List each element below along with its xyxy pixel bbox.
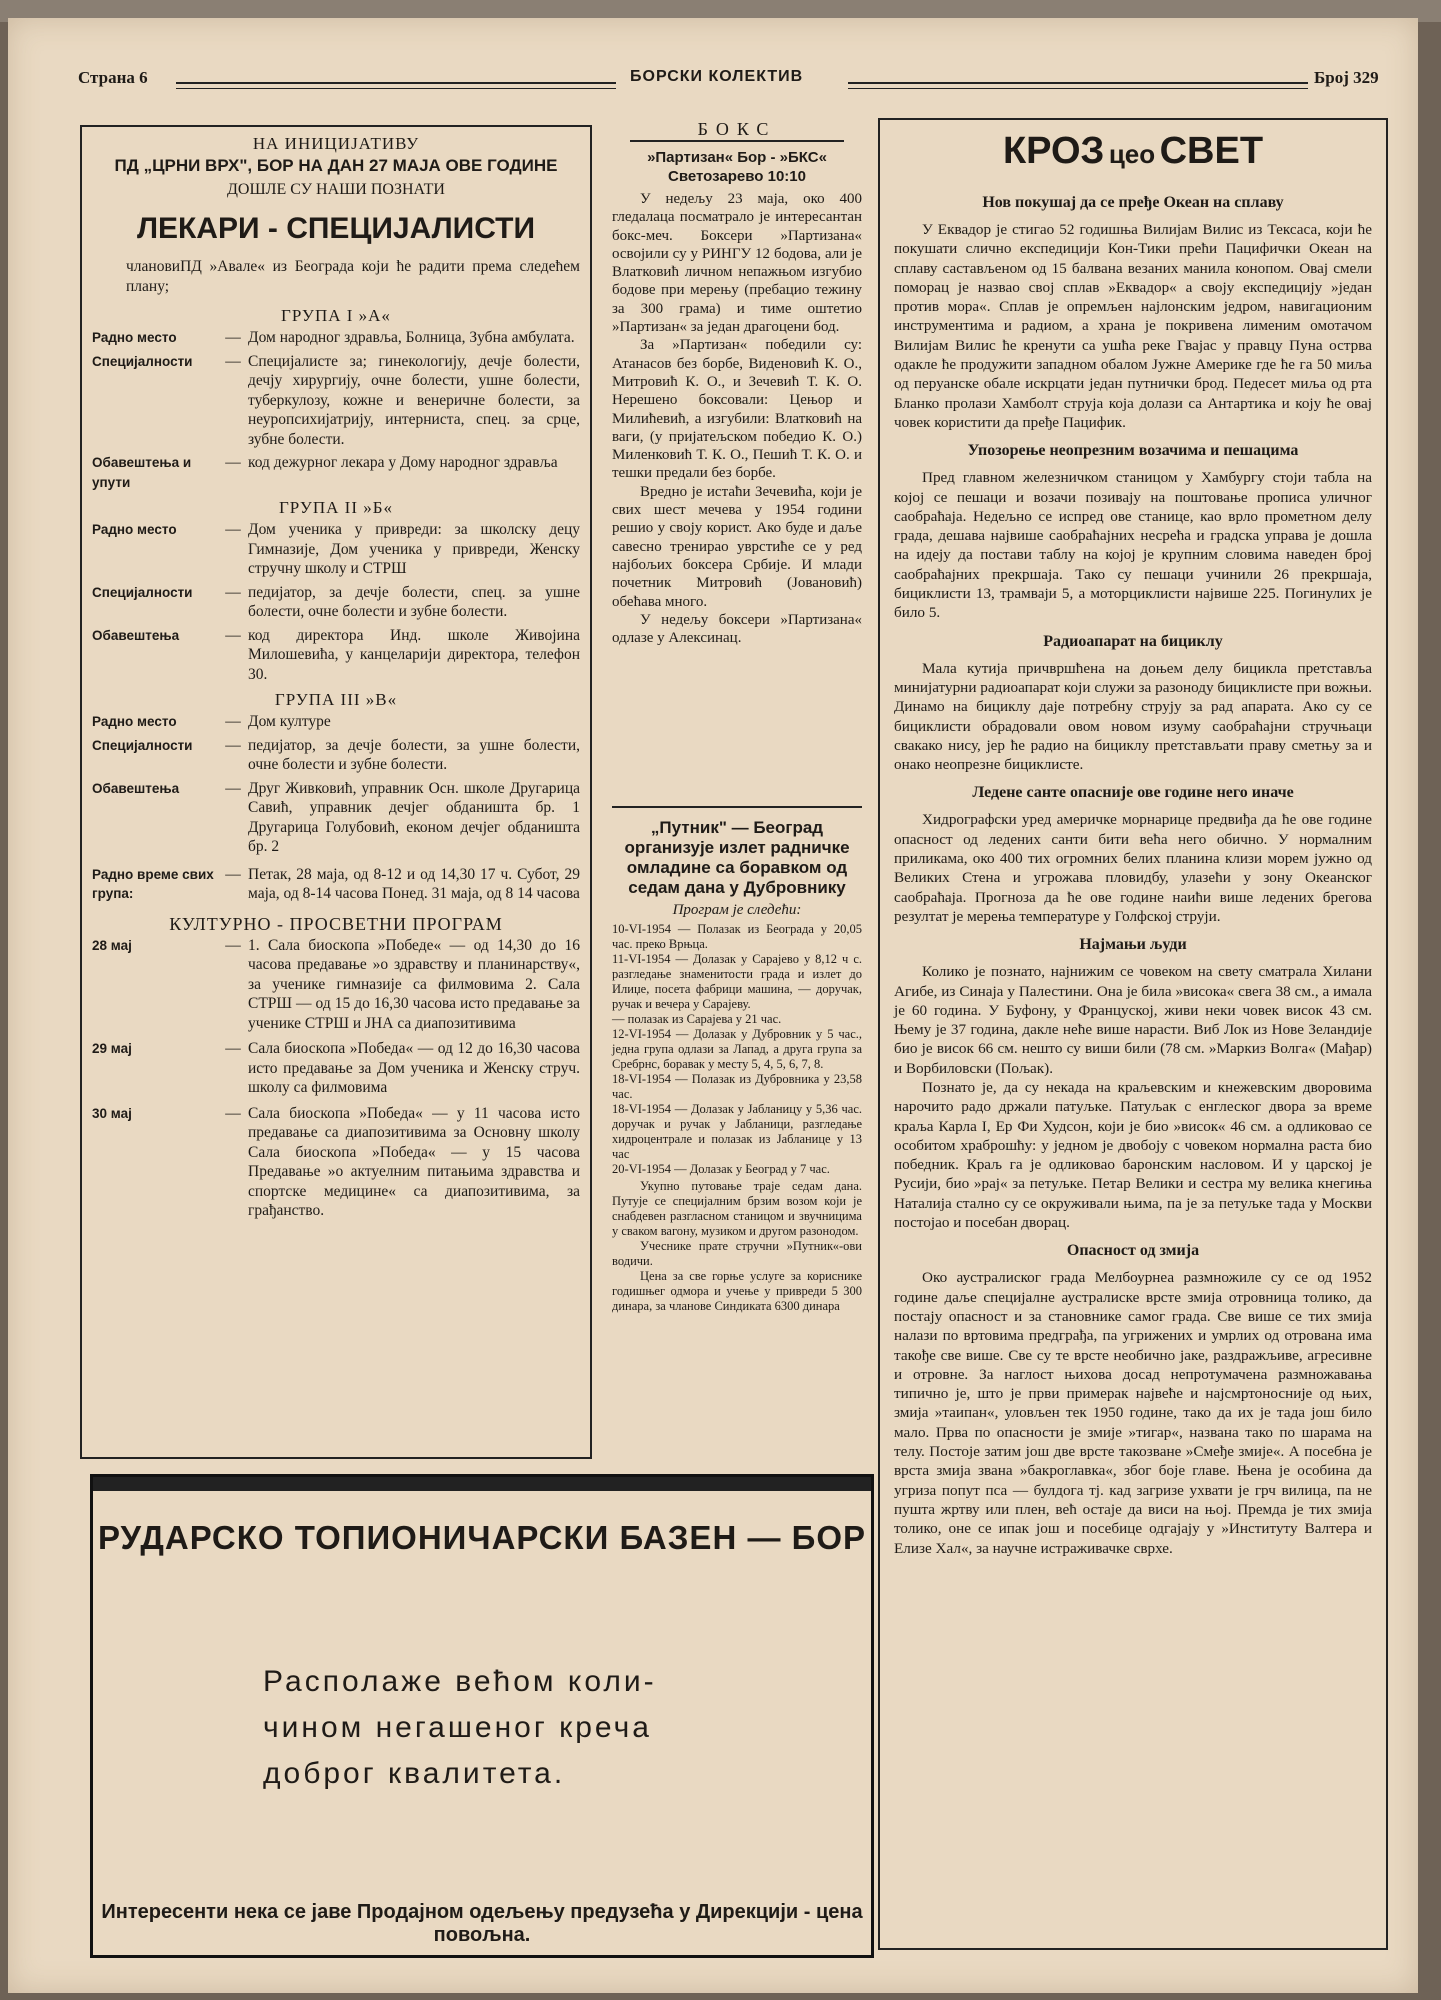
ad-line-1: Располаже већом коли- bbox=[263, 1665, 657, 1698]
boxing-divider bbox=[612, 806, 862, 808]
header-rule-right bbox=[848, 82, 1308, 89]
group-c-row-3: Обавештења — Друг Живковић, управник Осн. школе Другарица Савић, управник дечјег обданишта бр. 1 Другарица Голубовић, економ дечјег обданишта бр. 2 bbox=[92, 779, 580, 855]
notice-intro: члановиПД »Авале« из Београда који ће радити према следећем плану; bbox=[126, 258, 580, 295]
doctors-notice bbox=[80, 125, 592, 1459]
article-heading: Упозорење неопрезним возачима и пешацима bbox=[967, 442, 1299, 460]
group-b-title: ГРУПА II »Б« bbox=[278, 498, 394, 517]
article-body: Мала кутија причвршћена на доњем делу бицикла претставља минијатурни радиоапарат који служи за разоноду бициклисте при вожњи. Динамо на бициклу даје потребну струју за рад апарата. Ако су се бициклисти обрадовали овом новом изуму саобраћајни стручњаци свакако нису, јер ће радио на бициклу претстављати праву сметњу за и онако неопрезне бициклисте. bbox=[894, 659, 1372, 774]
group-a-row-3: Обавештења и упути — код дежурног лекара у Дому народног здравља bbox=[92, 454, 558, 490]
boxing-p4: У недељу боксери »Партизана« одлазе у Алексинац. bbox=[612, 611, 862, 647]
article-heading: Најмањи људи bbox=[1079, 936, 1187, 954]
group-a-row-2: Специјалности — Специјалисте за; гинекологију, дечје болести, дечју хирургију, очне болести, ушне болести, туберкулозу, кожне и венеричне болести, за неуропсихијатрију, интерниста, спец. за срце, зубне болести. bbox=[92, 352, 580, 448]
program-row-28: 28 мај — 1. Сала биоскопа »Победе« — од 14,30 до 16 часова предавање »о здравству и планинарству«, за ученике гимназије са филмовима 2. Сала СТРШ — од 15 до 16,30 часова исто предавање за ученике СТРШ и ЈНА са диапозитивима bbox=[92, 936, 580, 1032]
boxing-p3: Вредно је истаћи Зечевића, који је свих шест мечева у 1954 години решио у своју корист. Ако буде и даље савесно тренирао уврстиће се у ред најбољих боксера Србије. И млади почетник Митровић (Јовановић) обећава много. bbox=[612, 483, 862, 610]
world-column bbox=[878, 118, 1388, 1950]
article-heading: Ледене санте опасније ове године него иначе bbox=[972, 784, 1294, 802]
boxing-kicker: БОКС bbox=[630, 118, 844, 142]
putnik-item: 18-VI-1954 — Полазак из Дубровника у 23,58 час. bbox=[612, 1072, 862, 1101]
ad-message bbox=[263, 1659, 783, 1797]
putnik-item: 18-VI-1954 — Долазак у Јабланицу у 5,36 час. доручак и ручак у Јабланици, разгледање хидроцентрале и полазак из Јабланице у 13 час bbox=[612, 1102, 862, 1161]
group-b-row-2: Специјалности — педијатор, за дечје болести, спец. за ушне болести, очне болести и зубне болести. bbox=[92, 583, 580, 620]
putnik-item: 20-VI-1954 — Долазак у Београд у 7 час. bbox=[612, 1162, 830, 1176]
ad-company: РУДАРСКО ТОПИОНИЧАРСКИ БАЗЕН — БОР bbox=[97, 1519, 867, 1556]
newspaper-name: БОРСКИ КОЛЕКТИВ bbox=[630, 68, 804, 85]
program-row-29: 29 мај — Сала биоскопа »Победа« — од 12 до 16,30 часова исто предавање за Дом ученика и Женску струч. школу са филмовима bbox=[92, 1040, 580, 1096]
putnik-item: 10-VI-1954 — Полазак из Београда у 20,05 час. преко Врњца. bbox=[612, 922, 862, 951]
group-c-row-2: Специјалности — педијатор, за дечје болести, за ушне болести, очне болести и зубне болести. bbox=[92, 736, 580, 773]
ad-line-2: чином негашеног креча bbox=[263, 1711, 652, 1744]
article-body: Пред главном железничком станицом у Хамбургу стоји табла на којој се пешаци и возачи позивају на поштовање прописа уличног саобраћаја. Недељно се испред ове станице, као врло прометном делу града, дешава највише саобраћајних несрећа и градска управа је дошла на идеју да постави таблу на којој је крупним словима наведен број саобраћајних прекршаја. Тако су пешаци учинили 26 прекршаја, бициклисти 13, трамваји 5, а моторциклисти највише 225. Погинулих је било 5. bbox=[894, 469, 1372, 622]
boxing-headline: »Партизан« Бор - »БКС« Светозарево 10:10 bbox=[647, 149, 827, 185]
putnik-headline: „Путник" — Београд организује излет радничке омладине са боравком од седам дана у Дубровнику bbox=[624, 818, 850, 897]
boxing-p1: У недељу 23 маја, око 400 гледалаца посматрало је интересантан бокс-меч. Боксери »Партизана« освојили су у РИНГУ 12 бодова, али је Влатковић личном непажњом изгубио бодове при мерењу (пребацио тежину за 300 грама) и тиме оштетио »Партизан« за један драгоцени бод. bbox=[612, 191, 862, 336]
article-body: Хидрографски уред америчке морнарице предвиђа да ће ове године опасност од ледених санти бити већа него обично. У нормалним приликама, око 400 тих огромних белих планина клизи морем јужно од Великих Стена и угрожава пловидбу, улазећи у зону Океанског саобраћаја. Прогноза да ће ове године наићи више ледених брегова резултат је мерења температуре у Голфској струји. bbox=[894, 811, 1372, 925]
article-body: У Еквадор је стигао 52 годишња Вилијам Вилис из Тексаса, који ће покушати слично експедицији Кон-Тики прећи Пацифички Океан на сплаву састављеном од 15 балвана везаних манила конопом. Овај смели поморац је назвао свој сплав »Еквадор« а своју експедицију »један против мора«. Сплав је опремљен најлонским једром, навигационим инструментима и радиом, а храна је покривена лименим омотачом Вилијам Вилис ће кренути са ушћа реке Гвајас у правцу Пуна острва одакле ће продужити западном обалом Јужне Америке где ће га 50 миља од перуанске обале искрцати један путнички брод. Педесет миља од рта Бланко пролази Хамболт струја која долази са Антартика и коју ће овај човек користити да пређе Пацифик. bbox=[894, 221, 1372, 431]
putnik-p1: Укупно путовање траје седам дана. Путује се специјалним брзим возом који је снабдевен разгласном станицом и звучницима у сваком вагону, музиком и другом разонодом. bbox=[612, 1179, 862, 1238]
ad-footer: Интересенти нека се јаве Продајном одељењу предузећа у Дирекцији - цена повољна. bbox=[101, 1901, 863, 1946]
page-number: Страна 6 bbox=[78, 68, 148, 87]
boxing-article bbox=[612, 118, 862, 647]
article-heading: Нов покушај да се пређе Океан на сплаву bbox=[982, 194, 1284, 211]
group-c-title: ГРУПА III »В« bbox=[274, 690, 398, 709]
ad-line-3: доброг квалитета. bbox=[263, 1757, 566, 1790]
putnik-p2: Учеснике прате стручни »Путник«-ови водичи. bbox=[612, 1239, 862, 1268]
putnik-article bbox=[612, 818, 862, 1314]
group-a-title: ГРУПА I »А« bbox=[281, 306, 391, 325]
article-paragraph: Колико је познато, најнижим се човеком на свету сматрала Хилани Агибе, из Синаја у Палестини. Она је била »висока« свега 38 см., а имала је 60 година. У Буфону, у Француској, живи неки човек висок 43 см. Њему је 37 година, дакле неће више нарасти. Виб Лок из Нове Зеландије био је висок 66 см. нешто су виши били (78 см. »Маркиз Волга« (Мађар) и Ворбиловски (Пољак). bbox=[894, 963, 1372, 1077]
worktime-row: Радно време свих група: — Петак, 28 маја, од 8-12 и од 14,30 17 ч. Субот, 29 маја, од 8-14 часова Понед. 31 маја, од 8 14 часова bbox=[92, 865, 580, 902]
article-heading: Опасност од змија bbox=[1066, 1242, 1200, 1260]
article-heading: Радиоапарат на бициклу bbox=[1043, 632, 1223, 650]
ad-top-bar bbox=[93, 1477, 871, 1491]
header-rule-left bbox=[176, 82, 616, 89]
group-b-row-1: Радно место — Дом ученика у привреди: за школску децу Гимназије, Дом ученика у привреди, Женску стручну школу и СТРШ bbox=[92, 521, 580, 577]
putnik-subhead: Програм је следећи: bbox=[672, 902, 802, 918]
world-title: КРОЗ цео СВЕТ bbox=[1002, 130, 1264, 172]
notice-line-1: НА ИНИЦИЈАТИВУ bbox=[252, 134, 420, 153]
notice-line-3: ДОШЛЕ СУ НАШИ ПОЗНАТИ bbox=[227, 181, 445, 198]
group-c-row-1: Радно место — Дом културе bbox=[92, 713, 331, 730]
group-a-row-1: Радно место — Дом народног здравља, Болница, Зубна амбулата. bbox=[92, 329, 575, 346]
program-row-30: 30 мај — Сала биоскопа »Победа« — у 11 часова исто предавање са диапозитивима за Основну школу Сала биоскопа »Победа« — у 15 часова Предавање »о актуелним питањима здравства и спортске медицине« са диапозитивима, за грађанство. bbox=[92, 1104, 580, 1219]
article-body bbox=[894, 962, 1372, 1232]
putnik-p3: Цена за све горње услуге за кориснике годишњег одмора и учење у привреди 5 300 динара, за чланове Синдиката 6300 динара bbox=[612, 1269, 862, 1313]
notice-line-2: ПД „ЦРНИ ВРХ", БОР НА ДАН 27 МАЈА ОВЕ ГОДИНЕ bbox=[114, 156, 558, 175]
advertisement bbox=[90, 1474, 874, 1958]
program-title: КУЛТУРНО - ПРОСВЕТНИ ПРОГРАМ bbox=[169, 913, 503, 934]
putnik-item: 12-VI-1954 — Долазак у Дубровник у 5 час., једна група одлази за Лапад, а друга група за Сребрнс, боравак у месту 5, 4, 5, 6, 7, 8. bbox=[612, 1027, 862, 1071]
putnik-item: — полазак из Сарајева у 21 час. bbox=[612, 1012, 782, 1026]
issue-number: Број 329 bbox=[1314, 68, 1379, 87]
notice-title: ЛЕКАРИ - СПЕЦИЈАЛИСТИ bbox=[136, 212, 536, 245]
article-paragraph: Познато је, да су некада на краљевским и кнежевским дворовима нарочито радо држали патуљке. Патуљак с енглеског двора за време краља Карла I, Ер Фи Худсон, који је био »висок« 46 см. а одликовао се особитом храброшћу: у једном је двобоју с човеком нормална раста био победник. Краљ га је одликовао баронским насловом. И у царској је Русији, био »рај« за петуљке. Петар Велики и сестра му велика кнегиња Наталија стално су се окруживали њима, па је за петуљке тада у Москви постојао и посебан дворац. bbox=[894, 1078, 1372, 1232]
article-body: Око аустралиског града Мелбоурнеа размножиле су се од 1952 године даље специјалне аустралиске врсте змија отровница толико, да постају опасност и за становнике самог града. Све више се тих змија налази по вртовима предграђа, па угрижених и умрлих од отрована има такође све више. Све су те врсте необично јаке, раздражљиве, агресивне и отровне. За наглост њихова досад непротумачена размножавања типично је, што је први примерак највеће и најсмртоносније од њих, змија »таипан«, уловљен тек 1950 године, тако да их је тада још било мало. Прва по опасности је змије »тигар«, названа тако по шарама на телу. Постоје затим још две врсте такозване »Смеђе змије«. А посебна је врста змија звана »бакроглавка«, због боје главе. Њена је особина да угриза попут пса — булдога тј. кад загризе ухвати је грч вилица, па не пушта жртву или плен, већ остаје да виси на њој. Премда је тих змија толико, оне се ипак још и посебице одгајају у »Институту Валтера и Елизе Хал«, за научне истраживачке сврхе. bbox=[894, 1269, 1372, 1557]
boxing-p2: За »Партизан« победили су: Атанасов без борбе, Виденовић К. О., Митровић К. О., и Зечевић Т. К. О. Нерешено боксовали: Цењор и Милићевић, а изгубили: Влатковић на ваги, (у пријатељском победио К. О.) Миленковић Т. К. О., Пешић Т. К. О. и тешки предали без борбе. bbox=[612, 337, 862, 482]
putnik-item: 11-VI-1954 — Долазак у Сарајево у 8,12 ч с. разгледање знаменитости града и излет до Илиџе, посета фабрици машина, — доручак, ручак и вечера у Сарајеву. bbox=[612, 952, 862, 1011]
group-b-row-3: Обавештења — код директора Инд. школе Живојина Милошевића, у канцеларији директора, телефон 30. bbox=[92, 626, 580, 683]
